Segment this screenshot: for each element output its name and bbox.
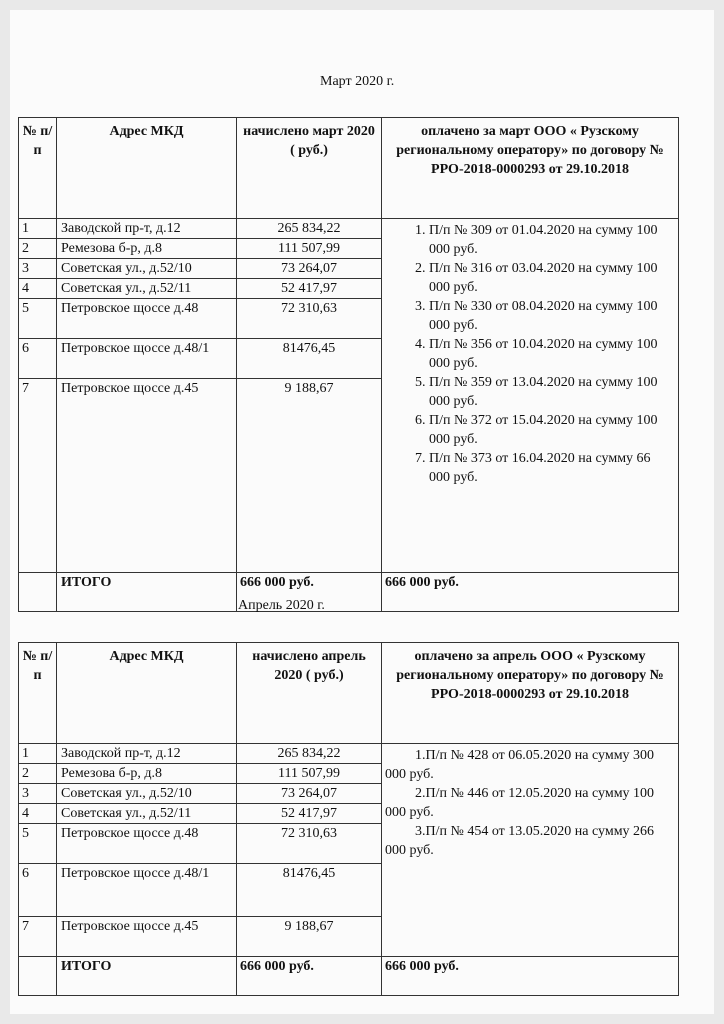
row-address: Петровское щоссе д.48 [57, 299, 237, 339]
row-num: 2 [19, 239, 57, 259]
row-address: Заводской пр-т, д.12 [57, 219, 237, 239]
row-charged: 73 264,07 [237, 259, 382, 279]
payment-item: 1.П/п № 428 от 06.05.2020 на сумму 300 000 руб. [385, 748, 655, 782]
table-header-row [19, 118, 679, 219]
row-num: 3 [19, 784, 57, 804]
row-address: Советская ул., д.52/10 [57, 784, 237, 804]
total-label: ИТОГО [57, 573, 237, 612]
row-charged: 111 507,99 [237, 239, 382, 259]
row-address: Заводской пр-т, д.12 [57, 744, 237, 764]
total-paid: 666 000 руб. [382, 573, 679, 612]
row-num: 4 [19, 804, 57, 824]
total-paid: 666 000 руб. [382, 957, 679, 996]
row-address: Петровское щоссе д.48/1 [57, 339, 237, 379]
row-num: 6 [19, 864, 57, 917]
payment-item: 7. П/п № 373 от 16.04.2020 на сумму 66 000 руб. [429, 449, 675, 487]
row-charged: 81476,45 [237, 864, 382, 917]
table-row [19, 219, 679, 239]
row-charged: 265 834,22 [237, 744, 382, 764]
row-address: Петровское щоссе д.48 [57, 824, 237, 864]
row-num: 5 [19, 299, 57, 339]
payment-item: 2.П/п № 446 от 12.05.2020 на сумму 100 000 руб. [385, 786, 655, 820]
header-num: № п/ п [19, 118, 57, 219]
header-num: № п/ п [19, 643, 57, 744]
total-row [19, 957, 679, 996]
row-charged: 111 507,99 [237, 764, 382, 784]
row-charged: 9 188,67 [237, 379, 382, 573]
march-heading: Март 2020 г. [320, 74, 395, 89]
payment-item: 1. П/п № 309 от 01.04.2020 на сумму 100 000 руб. [429, 221, 675, 259]
row-num: 4 [19, 279, 57, 299]
row-num: 1 [19, 219, 57, 239]
row-address: Ремезова б-р, д.8 [57, 239, 237, 259]
payment-item: 2. П/п № 316 от 03.04.2020 на сумму 100 000 руб. [429, 259, 675, 297]
row-num: 3 [19, 259, 57, 279]
total-num-cell [19, 957, 57, 996]
header-paid: оплачено за апрель ООО « Рузскому региональному оператору» по договору № РРО-2018-0000293 от 29.10.2018 [382, 643, 679, 744]
payment-item: 5. П/п № 359 от 13.04.2020 на сумму 100 000 руб. [429, 373, 675, 411]
row-num: 7 [19, 917, 57, 957]
row-charged: 9 188,67 [237, 917, 382, 957]
row-charged: 52 417,97 [237, 804, 382, 824]
row-num: 7 [19, 379, 57, 573]
payment-item: 3. П/п № 330 от 08.04.2020 на сумму 100 000 руб. [429, 297, 675, 335]
april-heading: Апрель 2020 г. [238, 598, 325, 613]
payment-item: 4. П/п № 356 от 10.04.2020 на сумму 100 000 руб. [429, 335, 675, 373]
total-num-cell [19, 573, 57, 612]
header-address: Адрес МКД [57, 118, 237, 219]
row-address: Советская ул., д.52/11 [57, 804, 237, 824]
row-num: 2 [19, 764, 57, 784]
total-row [19, 573, 679, 612]
payment-item: 6. П/п № 372 от 15.04.2020 на сумму 100 000 руб. [429, 411, 675, 449]
total-label: ИТОГО [57, 957, 237, 996]
payments-list [385, 219, 675, 487]
april-table [18, 642, 679, 996]
row-address: Петровское щоссе д.48/1 [57, 864, 237, 917]
table-header-row [19, 643, 679, 744]
row-address: Ремезова б-р, д.8 [57, 764, 237, 784]
row-address: Петровское щоссе д.45 [57, 379, 237, 573]
table-row [19, 744, 679, 764]
march-table [18, 117, 679, 612]
row-num: 6 [19, 339, 57, 379]
header-charged: начислено март 2020 ( руб.) [237, 118, 382, 219]
payments-list [385, 744, 675, 860]
header-address: Адрес МКД [57, 643, 237, 744]
payments-cell [382, 744, 679, 957]
row-address: Советская ул., д.52/10 [57, 259, 237, 279]
row-charged: 73 264,07 [237, 784, 382, 804]
row-num: 1 [19, 744, 57, 764]
row-charged: 72 310,63 [237, 299, 382, 339]
header-charged: начислено апрель 2020 ( руб.) [237, 643, 382, 744]
document-page [10, 10, 714, 1014]
row-address: Петровское щоссе д.45 [57, 917, 237, 957]
header-paid: оплачено за март ООО « Рузскому региональному оператору» по договору № РРО-2018-0000293 от 29.10.2018 [382, 118, 679, 219]
row-charged: 72 310,63 [237, 824, 382, 864]
payments-cell [382, 219, 679, 573]
row-charged: 265 834,22 [237, 219, 382, 239]
row-charged: 81476,45 [237, 339, 382, 379]
row-address: Советская ул., д.52/11 [57, 279, 237, 299]
total-charged: 666 000 руб. [237, 573, 382, 612]
row-num: 5 [19, 824, 57, 864]
payment-item: 3.П/п № 454 от 13.05.2020 на сумму 266 000 руб. [385, 824, 655, 858]
total-charged: 666 000 руб. [237, 957, 382, 996]
row-charged: 52 417,97 [237, 279, 382, 299]
